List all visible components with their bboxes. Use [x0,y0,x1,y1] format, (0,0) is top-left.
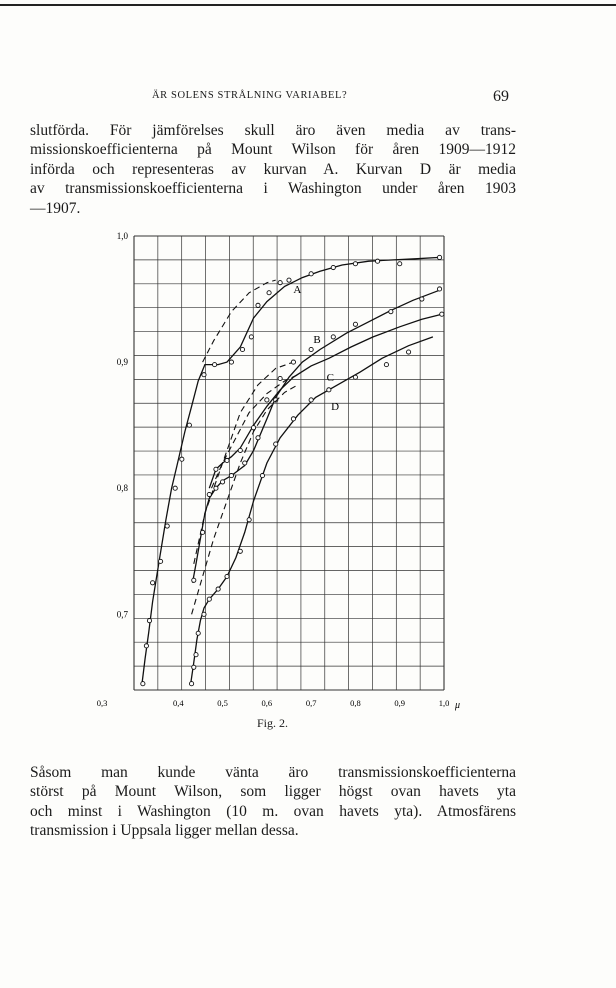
curve-a-marker [158,559,162,563]
curve-d-marker [196,631,200,635]
curve-d-marker [406,350,410,354]
y-tick-label: 0,8 [116,483,128,494]
curve-b-marker [309,347,313,351]
curve-d-marker [225,574,229,578]
curve-a-marker [229,360,233,364]
curve-b-marker [201,530,205,534]
curve-a-marker [437,255,441,259]
curve-a-marker [398,262,402,266]
paragraph-line: —1907. [30,199,81,217]
curve-a-marker [187,423,191,427]
paragraph-line: transmission i Uppsala ligger mellan dessa. [30,822,299,840]
x-tick-label: 1,0 [438,698,450,708]
curve-a-marker [213,363,217,367]
paragraph-line: slutförda. För jämförelses skull äro även media av trans- [30,122,516,139]
curve-b-marker [437,287,441,291]
x-tick-label: 0,8 [350,698,361,708]
curve-d-marker [384,363,388,367]
curve-b-marker [214,486,218,490]
curve-a-marker [173,486,177,490]
curve-d-marker [327,388,331,392]
curve-a-marker [249,335,253,339]
curve-a-marker [165,524,169,528]
paragraph-1 [30,121,516,218]
curve-b-marker [278,376,282,380]
x-tick-label: 0,9 [394,698,406,708]
y-tick-label: 0,9 [116,357,128,368]
curve-b-marker [229,474,233,478]
curve-d-label: D [331,401,340,414]
paragraph-line: Såsom man kunde vänta äro transmissionskoefficienterna [30,764,516,781]
page-number: 69 [493,88,509,105]
running-title: ÄR SOLENS STRÅLNING VARIABEL? [152,90,348,101]
curve-a-marker [278,281,282,285]
figure-caption: Fig. 2. [257,716,289,730]
curve-b-marker [192,578,196,582]
paragraph-line: missionskoefficienterna på Mount Wilson för åren 1909—1912 [30,141,516,159]
curve-c-marker [214,467,218,471]
paragraph-line: av transmissionskoefficienterna i Washington under åren 1903 [30,180,516,198]
curve-b-marker [353,322,357,326]
x-unit-label: μ [455,700,461,711]
y-tick-label: 0,7 [116,609,128,620]
x-tick-label: 0,4 [172,698,184,708]
curve-a-marker [240,347,244,351]
curve-a-marker [267,291,271,295]
curve-a-dashed [203,280,276,362]
running-head [0,88,616,108]
curve-c-marker [238,448,242,452]
curve-d-marker [260,474,264,478]
x-tick-label: 0,7 [305,698,317,708]
curve-a-marker [151,581,155,585]
curve-d-marker [192,665,196,669]
curve-a-marker [353,262,357,266]
curve-d-marker [309,398,313,402]
curve-a-marker [144,644,148,648]
curve-b-marker [389,310,393,314]
curve-a-marker [147,619,151,623]
paragraph-line: störst på Mount Wilson, som ligger högst ovan havets yta [30,783,516,801]
curve-a-label: A [293,283,302,296]
x-tick-label: 0,5 [217,698,228,708]
y-tick-label: 1,0 [116,231,128,241]
curve-a-marker [287,278,291,282]
curve-b-marker [331,335,335,339]
curve-d-marker [194,653,198,657]
figure [0,230,616,740]
curve-a-marker [309,272,313,276]
curve-a-marker [141,682,145,686]
curve-b-marker [256,436,260,440]
curve-d-marker [353,375,357,379]
curve-d-marker [216,587,220,591]
curve-a [142,257,440,683]
curve-b-marker [243,461,247,465]
paragraph-line: och minst i Washington (10 m. ovan havets yta). Atmosfärens [30,802,516,820]
paragraph-2 [30,763,516,841]
curve-a-marker [202,373,206,377]
curve-d-marker [238,549,242,553]
curve-b-marker [420,297,424,301]
curve-b-label: B [313,334,321,347]
curve-d-marker [274,442,278,446]
curve-a-marker [256,303,260,307]
curve-b-marker [265,398,269,402]
curve-d-marker [247,518,251,522]
curve-c-label: C [326,372,334,385]
curve-c-marker [225,458,229,462]
curve-a-marker [375,259,379,263]
curve-d-marker [202,612,206,616]
curve-d-marker [291,417,295,421]
paragraph-line: införda och representeras av kurvan A. Kurvan D är media [30,160,516,178]
curve-d-dashed [192,385,298,615]
curve-a-marker [180,457,184,461]
top-rule [0,4,616,6]
curve-a-marker [331,265,335,269]
x-tick-label: 0,6 [261,698,273,708]
transmission-chart [0,230,616,740]
x-tick-label: 0,3 [96,698,108,708]
curve-b-marker [207,492,211,496]
curve-d-marker [207,597,211,601]
curve-b-marker [220,480,224,484]
curve-c-marker [440,312,444,316]
curve-d-marker [189,682,193,686]
curve-b-marker [291,360,295,364]
